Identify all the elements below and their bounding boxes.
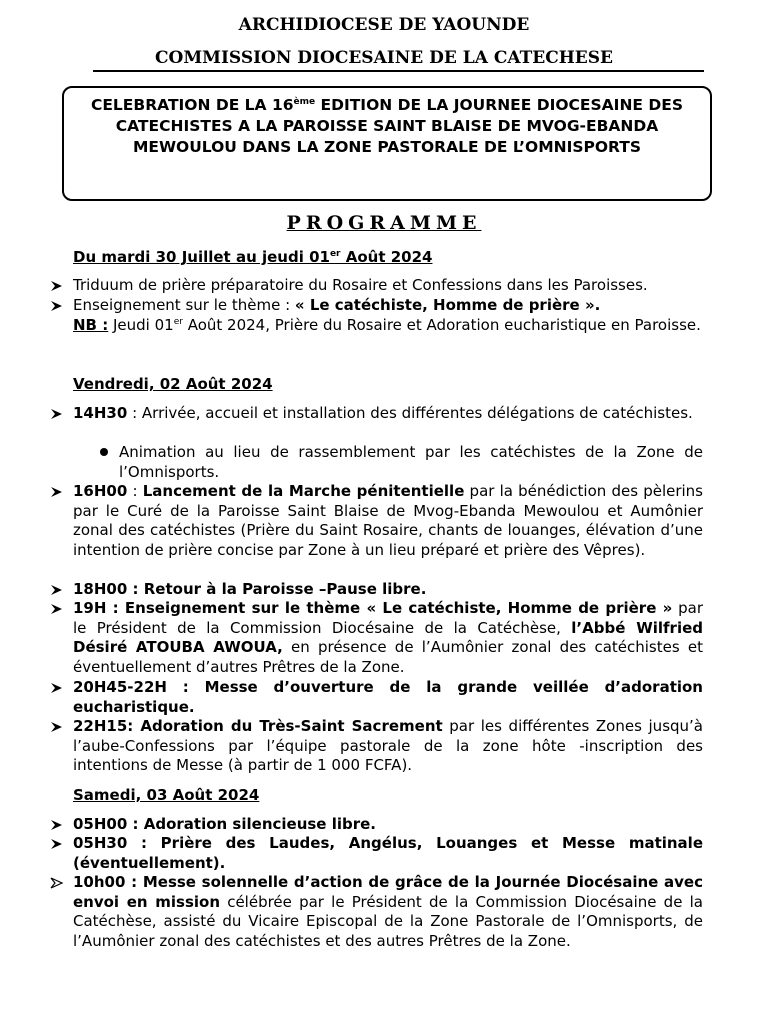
s2-i5-text: 20H45-22H : Messe d’ouverture de la grande veillée d’adoration eucharistique.	[73, 678, 703, 716]
s2-item2	[73, 482, 703, 560]
arrowhead-bullet-icon	[50, 838, 64, 850]
nb-text-pre: Jeudi 01	[108, 316, 174, 334]
event-title-line2: CATECHISTES A LA PAROISSE SAINT BLAISE DE MVOG-EBANDA	[115, 117, 659, 136]
dot-bullet-icon	[100, 448, 108, 456]
s3-item1	[73, 815, 703, 835]
arrowhead-bullet-icon	[50, 584, 64, 596]
s2-i1-time: 14H30	[73, 404, 128, 422]
event-title-line3: MEWOULOU DANS LA ZONE PASTORALE DE L’OMNISPORTS	[132, 138, 642, 157]
nb-sup: er	[173, 317, 183, 327]
s1-heading-pre: Du mardi 30 Juillet au jeudi 01	[73, 248, 330, 266]
s1-nb	[73, 316, 703, 336]
s2-i3-text: 18H00 : Retour à la Paroisse –Pause libre.	[73, 580, 427, 598]
arrowhead-bullet-icon	[50, 877, 64, 889]
s1-heading-post: Août 2024	[340, 248, 433, 266]
programme-heading: PROGRAMME	[286, 212, 482, 234]
event-title-line1-pre: CELEBRATION DE LA 16	[90, 96, 294, 115]
event-title-sup: ème	[293, 97, 316, 107]
s2-i6-text: par les différentes Zones jusqu’à l’aube-Confessions par l’équipe pastorale de la zone hôte -inscription des intentions de Messe (à partir de 1 000 FCFA).	[73, 717, 703, 774]
s2-i2-text: par la bénédiction des pèlerins par le Curé de la Paroisse Saint Blaise de Mvog-Ebanda Mewoulou et Aumônier zonal des catéchistes (Prière du Saint Rosaire, chants de louanges, élévation d’une intention de prière concise par Zone à un lieu préparé et prière des Vêpres).	[73, 482, 704, 559]
s3-i3-text: célébrée par le Président de la Commission Diocésaine de la Catéchèse, assisté du Vicaire Episcopal de la Zone Pastorale de l’Omnisports, de l’Aumônier zonal des catéchistes et des autres Prêtres de la Zone.	[73, 892, 703, 950]
nb-text-post: Août 2024, Prière du Rosaire et Adoration eucharistique en Paroisse.	[182, 316, 701, 334]
s3-i3-title: 10h00 : Messe solennelle d’action de grâce de la Journée Diocésaine avec envoi en mission	[73, 873, 703, 911]
arrowhead-bullet-icon	[50, 300, 64, 312]
arrowhead-bullet-icon	[50, 408, 64, 420]
arrowhead-bullet-icon	[50, 603, 64, 615]
s1-item2-theme: « Le catéchiste, Homme de prière ».	[294, 296, 601, 314]
nb-label: NB :	[73, 316, 109, 334]
event-title	[64, 92, 710, 158]
s1-item2	[73, 296, 703, 316]
s2-i2-title: Lancement de la Marche pénitentielle	[142, 482, 465, 500]
s1-heading-sup: er	[329, 249, 341, 259]
s3-i1-text: 05H00 : Adoration silencieuse libre.	[73, 815, 376, 833]
section1-heading	[73, 248, 432, 266]
section3-heading: Samedi, 03 Août 2024	[73, 786, 260, 804]
arrowhead-bullet-icon	[50, 682, 64, 694]
s3-i2-text: 05H30 : Prière des Laudes, Angélus, Louanges et Messe matinale (éventuellement).	[73, 834, 703, 872]
s2-i4-title: 19H : Enseignement sur le thème « Le catéchiste, Homme de prière »	[73, 599, 673, 617]
arrowhead-bullet-icon	[50, 280, 64, 292]
s2-i4-text2: en présence de l’Aumônier zonal des catéchistes et éventuellement d’autres Prêtres de la Zone.	[73, 638, 703, 676]
s2-i2-time: 16H00	[73, 482, 128, 500]
arrowhead-bullet-icon	[50, 721, 64, 733]
s2-i2-sep: :	[127, 482, 143, 500]
s2-item3	[73, 580, 703, 600]
s1-item1: Triduum de prière préparatoire du Rosaire et Confessions dans les Paroisses.	[73, 276, 648, 294]
s2-item1-sub: Animation au lieu de rassemblement par les catéchistes de la Zone de l’Omnisports.	[119, 443, 703, 481]
s3-item3	[73, 873, 703, 951]
s1-item2-text: Enseignement sur le thème :	[73, 296, 295, 314]
s2-i1-text: : Arrivée, accueil et installation des différentes délégations de catéchistes.	[127, 404, 693, 422]
s2-i4-text1: par le Président de la Commission Diocésaine de la Catéchèse,	[73, 599, 703, 637]
commission-title: COMMISSION DIOCESAINE DE LA CATECHESE	[154, 48, 613, 68]
title-box	[62, 86, 712, 201]
s2-i4-speaker: l’Abbé Wilfried Désiré ATOUBA AWOUA,	[73, 618, 704, 656]
arrowhead-bullet-icon	[50, 486, 64, 498]
s2-item1	[73, 404, 703, 424]
s2-item6	[73, 717, 703, 776]
s2-item5	[73, 678, 703, 717]
s2-item4	[73, 599, 703, 677]
arrowhead-bullet-icon	[50, 819, 64, 831]
section2-heading: Vendredi, 02 Août 2024	[73, 375, 273, 393]
s3-item2	[73, 834, 703, 873]
header-rule	[93, 70, 704, 72]
event-title-line1-post: EDITION DE LA JOURNEE DIOCESAINE DES	[315, 96, 684, 115]
s2-i6-title: 22H15: Adoration du Très-Saint Sacrement	[73, 717, 443, 735]
diocese-title: ARCHIDIOCESE DE YAOUNDE	[238, 15, 530, 35]
